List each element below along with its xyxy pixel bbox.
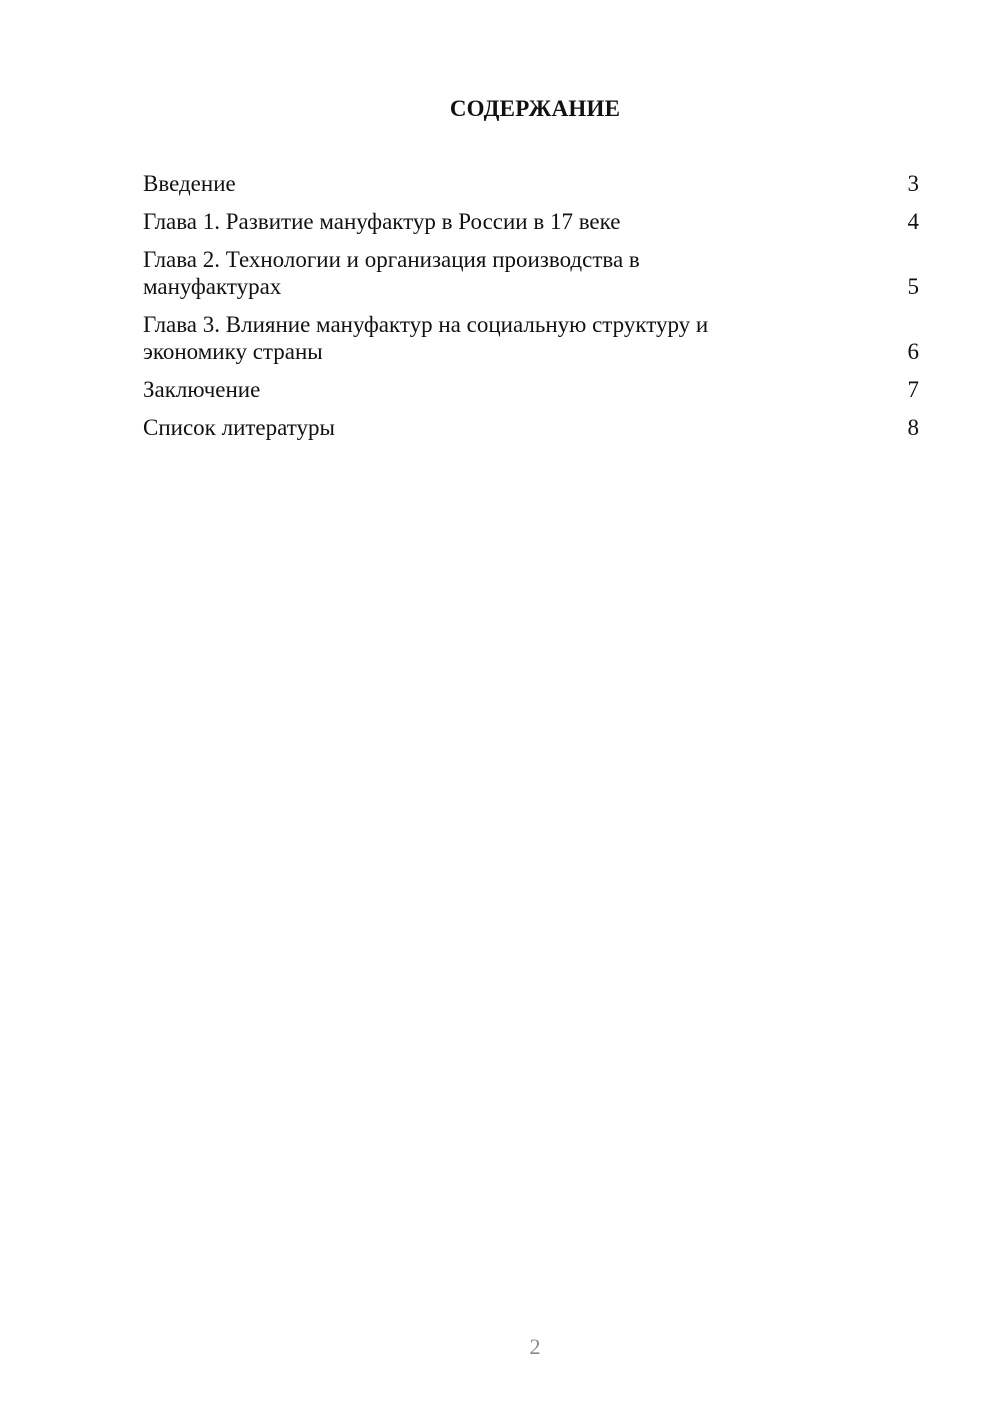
toc-entry-text: Список литературы: [143, 415, 335, 440]
toc-entry-text: Введение: [143, 171, 236, 196]
toc-entry-introduction[interactable]: [143, 170, 919, 197]
toc-heading: СОДЕРЖАНИЕ: [449, 96, 621, 121]
page-number: 2: [529, 1334, 541, 1359]
toc-entry-text: Глава 2. Технологии и организация производства в мануфактурах: [143, 247, 640, 299]
toc-entry-page: 4: [907, 209, 919, 234]
toc-entry-conclusion[interactable]: [143, 376, 919, 403]
toc-entry-chapter-3[interactable]: [143, 311, 919, 365]
toc-entry-text: Глава 1. Развитие мануфактур в России в 17 веке: [143, 209, 621, 234]
toc-entry-text: Глава 3. Влияние мануфактур на социальную структуру и экономику страны: [143, 312, 709, 364]
toc-entry-page: 5: [907, 274, 919, 299]
toc-entry-page: 8: [907, 415, 919, 440]
toc-entry-page: 6: [907, 339, 919, 364]
toc-entry-chapter-2[interactable]: [143, 246, 919, 300]
toc-list: [143, 170, 919, 452]
toc-entry-chapter-1[interactable]: [143, 208, 919, 235]
toc-entry-text: Заключение: [143, 377, 261, 402]
toc-entry-references[interactable]: [143, 414, 919, 441]
toc-entry-page: 3: [907, 171, 919, 196]
toc-entry-page: 7: [907, 377, 919, 402]
